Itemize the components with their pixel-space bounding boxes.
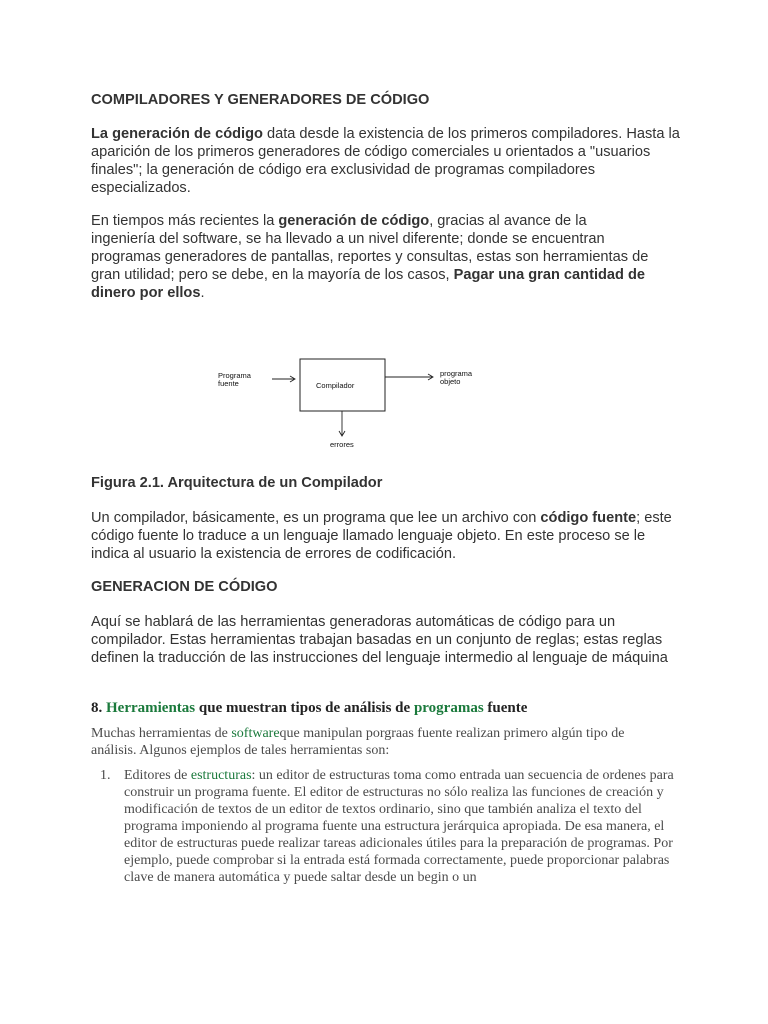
list-item-text-a: Editores de [124,768,191,783]
paragraph-tiempos-recientes [91,212,651,302]
heading-compiladores: COMPILADORES Y GENERADORES DE CÓDIGO [91,92,430,108]
figure-output-label-2: objeto [440,377,461,386]
figure-input-label-2: fuente [218,379,239,388]
bold-generacion-codigo-2: generación de código [278,213,430,229]
compiler-architecture-figure [210,350,500,455]
list-item [100,767,680,886]
figure-errors-label: errores [330,440,354,449]
paragraph-herramientas: Aquí se hablará de las herramientas generadoras automáticas de código para un compilador. Estas herramientas trabajan basadas en un conjunto de reglas; estas reglas definen la traducción de las instrucciones del lenguaje intermedio al lenguaje de máquina [91,614,668,666]
paragraph-muchas-herramientas [91,725,666,759]
section-8-number: 8. [91,700,106,716]
section-8-heading [91,699,527,717]
paragraph-2-text-c: . [200,285,205,301]
figure-input-label-1: Programa [218,371,251,380]
list-item-number: 1. [100,768,111,783]
section-8-link-herramientas[interactable]: Herramientas [106,700,196,716]
paragraph-2-text-a: En tiempos más recientes la [91,213,279,229]
link-estructuras[interactable]: estructuras [190,768,252,783]
paragraph-5-text-a: Muchas herramientas de [91,726,232,741]
figure-caption: Figura 2.1. Arquitectura de un Compilador [91,475,383,491]
list-item-text-b: : un editor de estructuras toma como entrada uan secuencia de ordenes para construir un programa fuente. El editor de estructuras no sólo realiza las funciones de creación y modificación de textos de un editor de textos ordinario, sino que también analiza el texto del programa imponiendo al programa fuente una estructura jerárquica apropiada. De esa manera, el editor de estructuras puede realizar tareas adicionales útiles para la preparación de programas. Por ejemplo, puede comprobar si la entrada está formada correctamente, puede proporcionar palabras clave de manera automática y puede saltar desde un begin o un [124,768,674,885]
paragraph-2-text-b: , gracias al avance de la ingeniería del software, se ha llevado a un nivel diferente; donde se encuentran programas generadores de pantallas, reportes y consultas, estas son herramientas de gran utilidad; pero se debe, en la mayoría de los casos, [91,213,649,283]
paragraph-1-text: data desde la existencia de los primeros compiladores. Hasta la aparición de los primeros generadores de código comerciales u orientados a "usuarios finales"; la generación de código era exclusividad de programas compiladores especializados. [91,126,680,196]
section-8-link-programas[interactable]: programas [413,700,484,716]
heading-generacion: GENERACION DE CÓDIGO [91,579,278,595]
bold-codigo-fuente: código fuente [540,510,637,526]
paragraph-compilador [91,509,676,563]
section-8-text-b: fuente [483,700,528,716]
figure-output-label-1: programa [440,369,473,378]
bold-pagar-dinero: Pagar una gran cantidad de dinero por ellos [91,267,646,301]
paragraph-3-text-a: Un compilador, básicamente, es un programa que lee un archivo con [91,510,541,526]
tools-list [100,767,680,886]
paragraph-3-text-b: ; este código fuente lo traduce a un lenguaje llamado lenguaje objeto. En este proceso se le indica al usuario la existencia de errores de codificación. [91,510,672,562]
paragraph-generacion-codigo [91,125,691,197]
section-8-text-a: que muestran tipos de análisis de [195,700,414,716]
link-software[interactable]: software [231,726,280,741]
paragraph-5-text-b: que manipulan porgraas fuente realizan primero algún tipo de análisis. Algunos ejemplos de tales herramientas son: [91,726,625,758]
bold-generacion-codigo: La generación de código [91,126,263,142]
figure-box-label: Compilador [316,381,355,390]
